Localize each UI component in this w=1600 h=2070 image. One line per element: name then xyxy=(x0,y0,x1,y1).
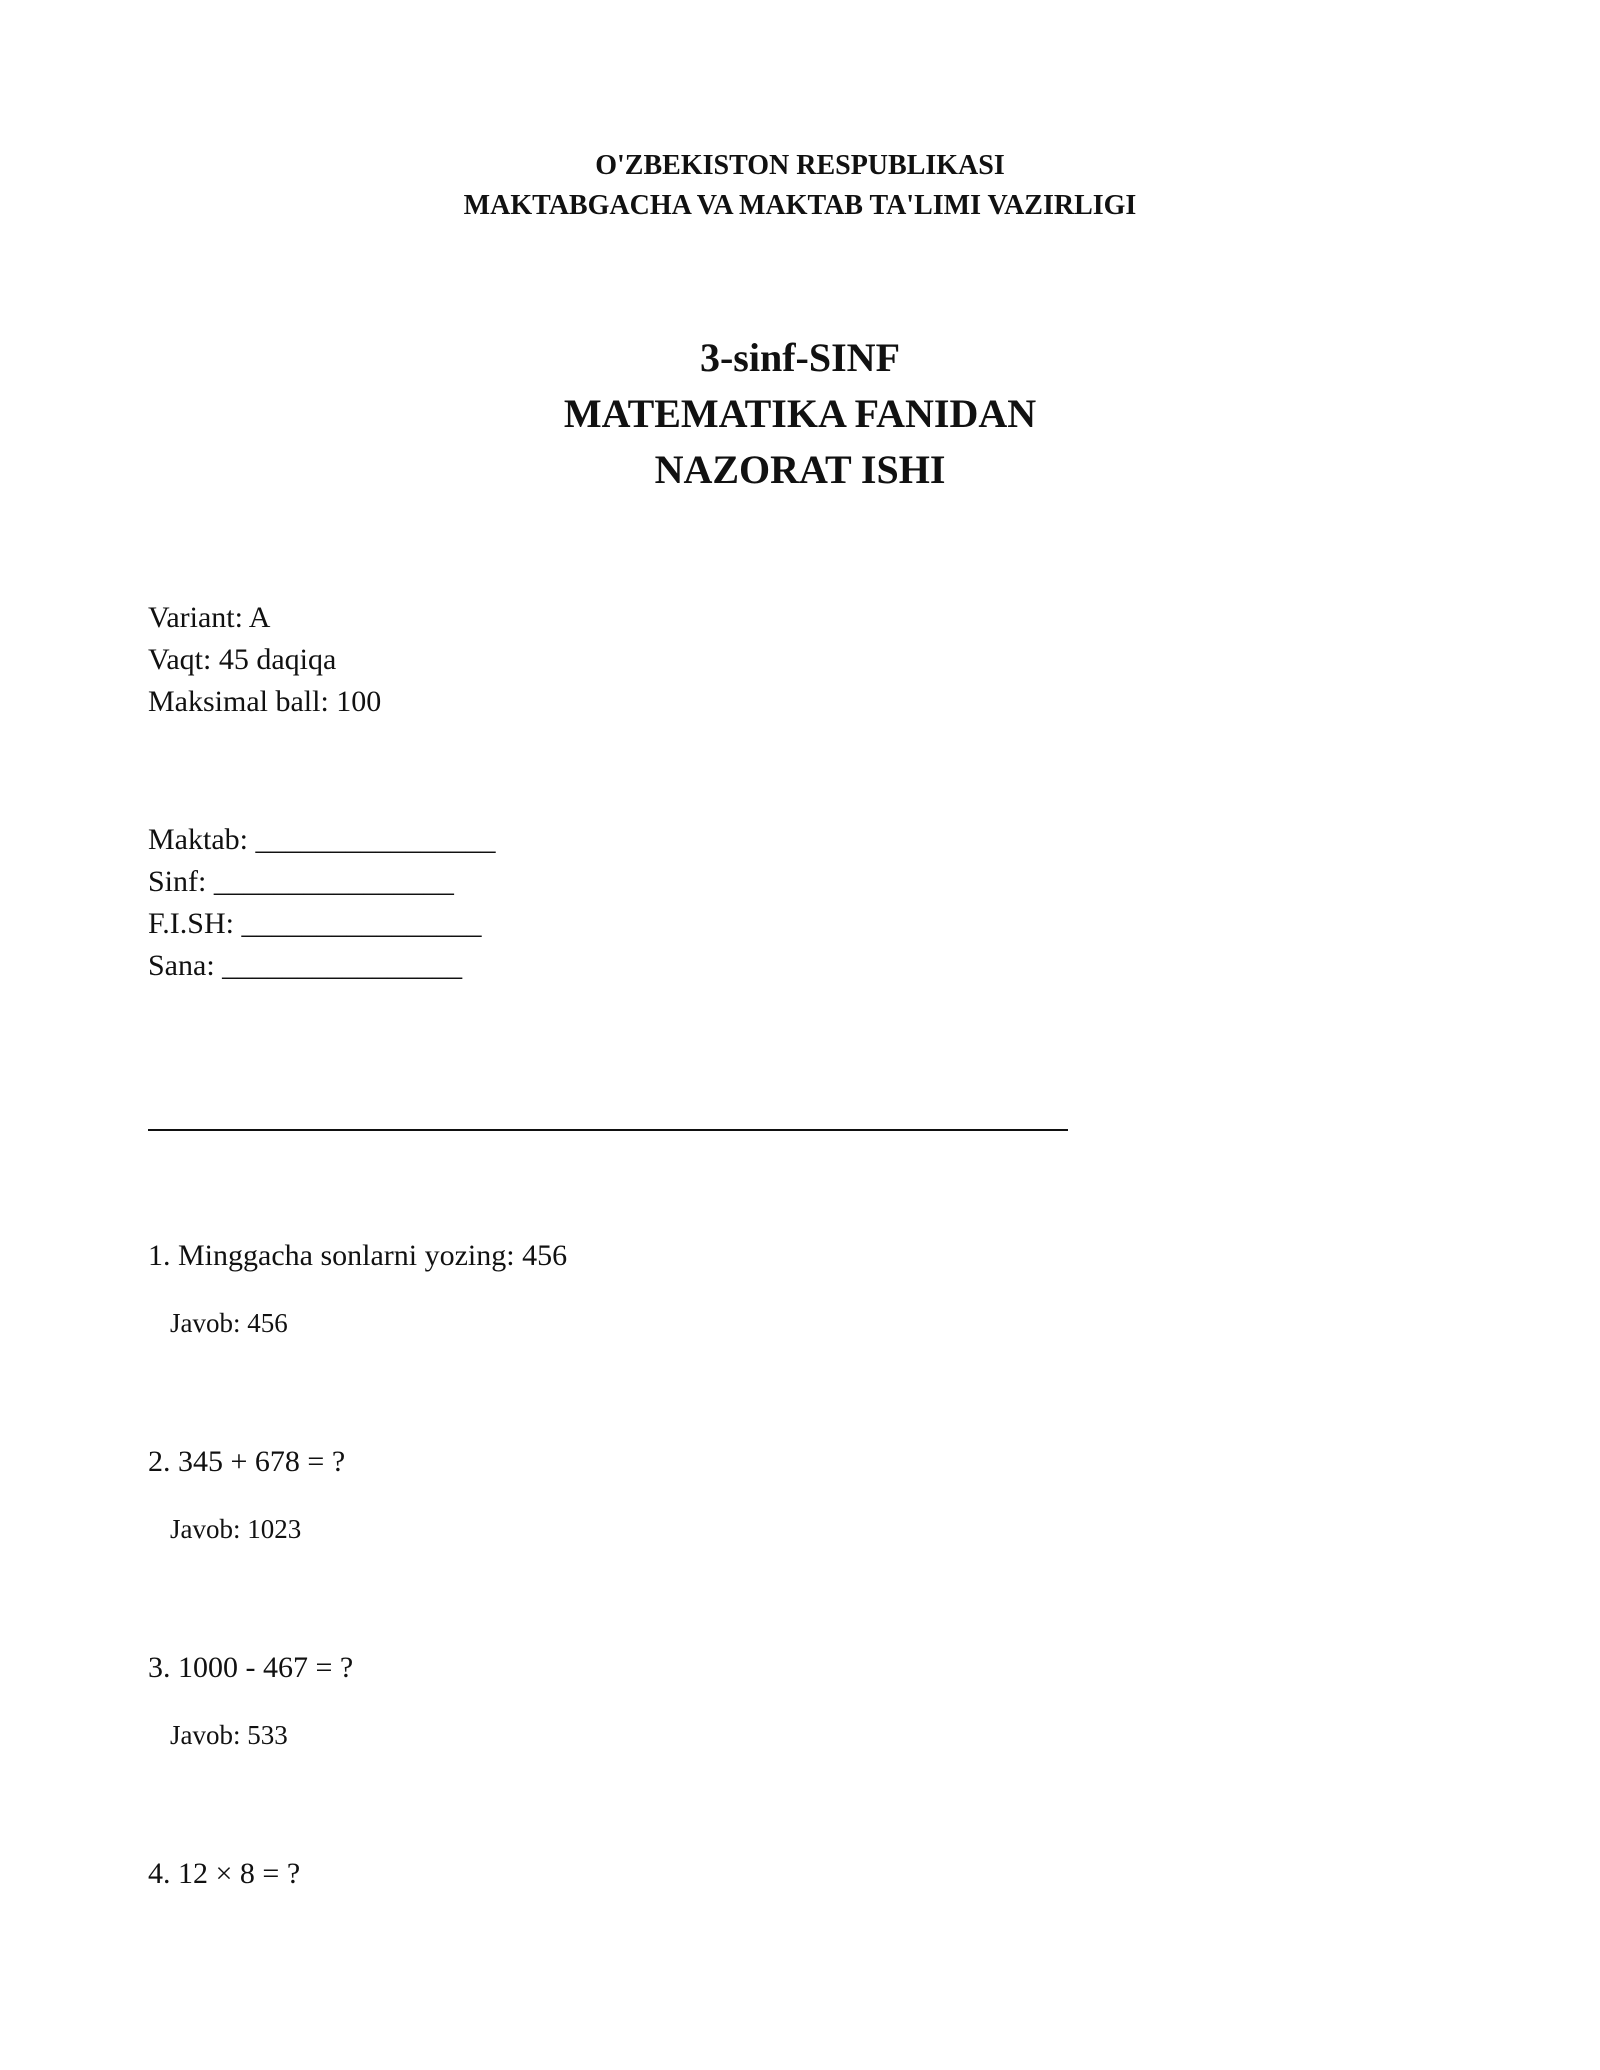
class-field: Sinf: ________________ xyxy=(148,865,454,898)
separator-line xyxy=(148,1129,1068,1131)
ministry-line-1: O'ZBEKISTON RESPUBLIKASI xyxy=(595,150,1005,181)
exam-title xyxy=(0,330,1600,498)
answer-1: Javob: 456 xyxy=(170,1308,288,1338)
title-subject: MATEMATIKA FANIDAN xyxy=(563,391,1037,436)
ministry-line-2: MAKTABGACHA VA MAKTAB TA'LIMI VAZIRLIGI xyxy=(463,190,1137,221)
school-field: Maktab: ________________ xyxy=(148,823,496,856)
date-field: Sana: ________________ xyxy=(148,949,463,982)
title-test-type: NAZORAT ISHI xyxy=(654,447,946,492)
title-grade: 3-sinf-SINF xyxy=(699,335,901,380)
variant-text: Variant: A xyxy=(148,601,271,634)
student-fields xyxy=(148,819,495,987)
max-score-text: Maksimal ball: 100 xyxy=(148,685,382,718)
question-1: 1. Minggacha sonlarni yozing: 456 xyxy=(148,1239,568,1272)
question-3: 3. 1000 - 467 = ? xyxy=(148,1651,354,1684)
time-text: Vaqt: 45 daqiqa xyxy=(148,643,337,676)
answer-3: Javob: 533 xyxy=(170,1720,288,1750)
question-4: 4. 12 × 8 = ? xyxy=(148,1857,301,1890)
question-2: 2. 345 + 678 = ? xyxy=(148,1445,346,1478)
exam-info xyxy=(148,597,381,723)
ministry-header xyxy=(0,146,1600,226)
name-field: F.I.SH: ________________ xyxy=(148,907,482,940)
answer-2: Javob: 1023 xyxy=(170,1514,302,1544)
